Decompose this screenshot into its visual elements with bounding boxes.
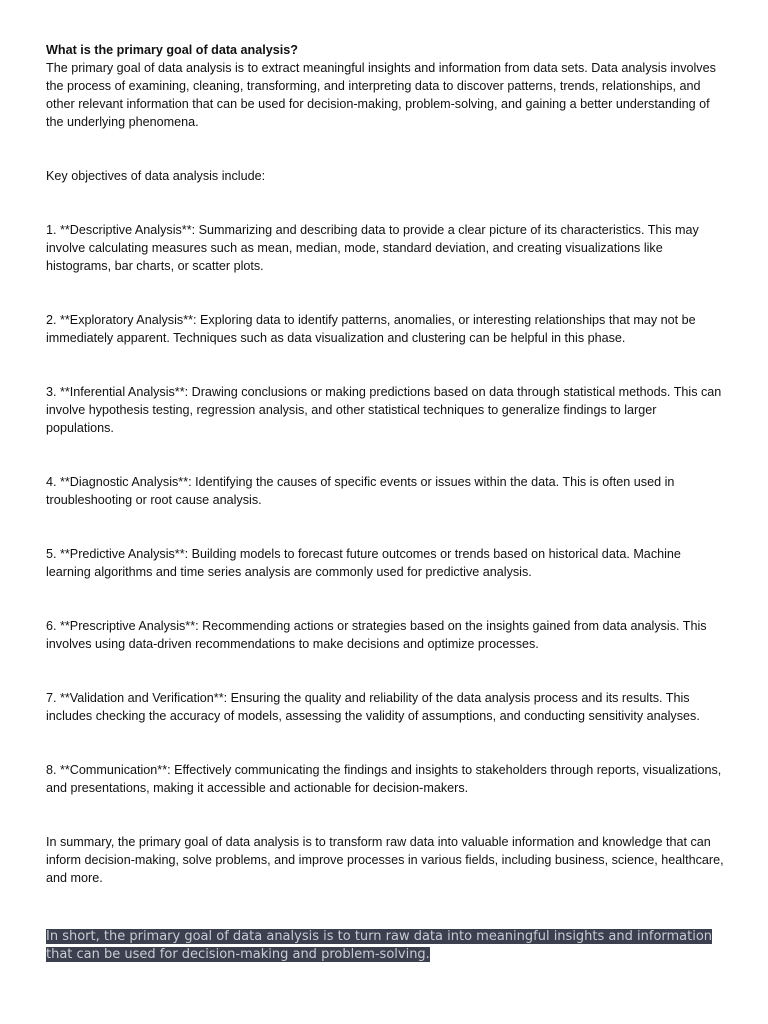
objective-item: 1. **Descriptive Analysis**: Summarizing and describing data to provide a clear picture of its characteristics. This may involve calculating measures such as mean, median, mode, standard deviation, and creating visualizations like histograms, bar charts, or scatter plots. bbox=[46, 223, 699, 273]
objective-item: 2. **Exploratory Analysis**: Exploring data to identify patterns, anomalies, or interesting relationships that may not be immediately apparent. Techniques such as data visualization and clustering can be helpful in this phase. bbox=[46, 313, 696, 345]
highlighted-text[interactable]: In short, the primary goal of data analysis is to turn raw data into meaningful insights and information that can be used for decision-making and problem-solving. bbox=[46, 929, 713, 962]
objective-item: 4. **Diagnostic Analysis**: Identifying the causes of specific events or issues within the data. This is often used in troubleshooting or root cause analysis. bbox=[46, 475, 675, 507]
highlighted-selection[interactable] bbox=[46, 928, 716, 964]
document-heading: What is the primary goal of data analysis? bbox=[46, 43, 298, 57]
objective-item: 7. **Validation and Verification**: Ensuring the quality and reliability of the data analysis process and its results. This includes checking the accuracy of models, assessing the validity of assumptions, and conducting sensitivity analyses. bbox=[46, 691, 700, 723]
objective-item: 8. **Communication**: Effectively communicating the findings and insights to stakeholders through reports, visualizations, and presentations, making it accessible and actionable for decision-makers. bbox=[46, 763, 722, 795]
intro-paragraph: The primary goal of data analysis is to extract meaningful insights and information from data sets. Data analysis involves the process of examining, cleaning, transforming, and interpreting data to discover patterns, trends, relationships, and other relevant information that can be used for decision-making, problem-solving, and gaining a better understanding of the underlying phenomena. bbox=[46, 61, 716, 129]
summary-paragraph: In summary, the primary goal of data analysis is to transform raw data into valuable information and knowledge that can inform decision-making, solve problems, and improve processes in various fields, including business, science, healthcare, and more. bbox=[46, 835, 724, 885]
objective-item: 6. **Prescriptive Analysis**: Recommending actions or strategies based on the insights gained from data analysis. This involves using data-driven recommendations to make decisions and optimize processes. bbox=[46, 619, 707, 651]
objective-item: 5. **Predictive Analysis**: Building models to forecast future outcomes or trends based on historical data. Machine learning algorithms and time series analysis are commonly used for predictive analysis. bbox=[46, 547, 681, 579]
objectives-lead: Key objectives of data analysis include: bbox=[46, 169, 266, 183]
document-body bbox=[46, 41, 724, 887]
objective-item: 3. **Inferential Analysis**: Drawing conclusions or making predictions based on data through statistical methods. This can involve hypothesis testing, regression analysis, and other statistical techniques to generalize findings to larger populations. bbox=[46, 385, 722, 435]
